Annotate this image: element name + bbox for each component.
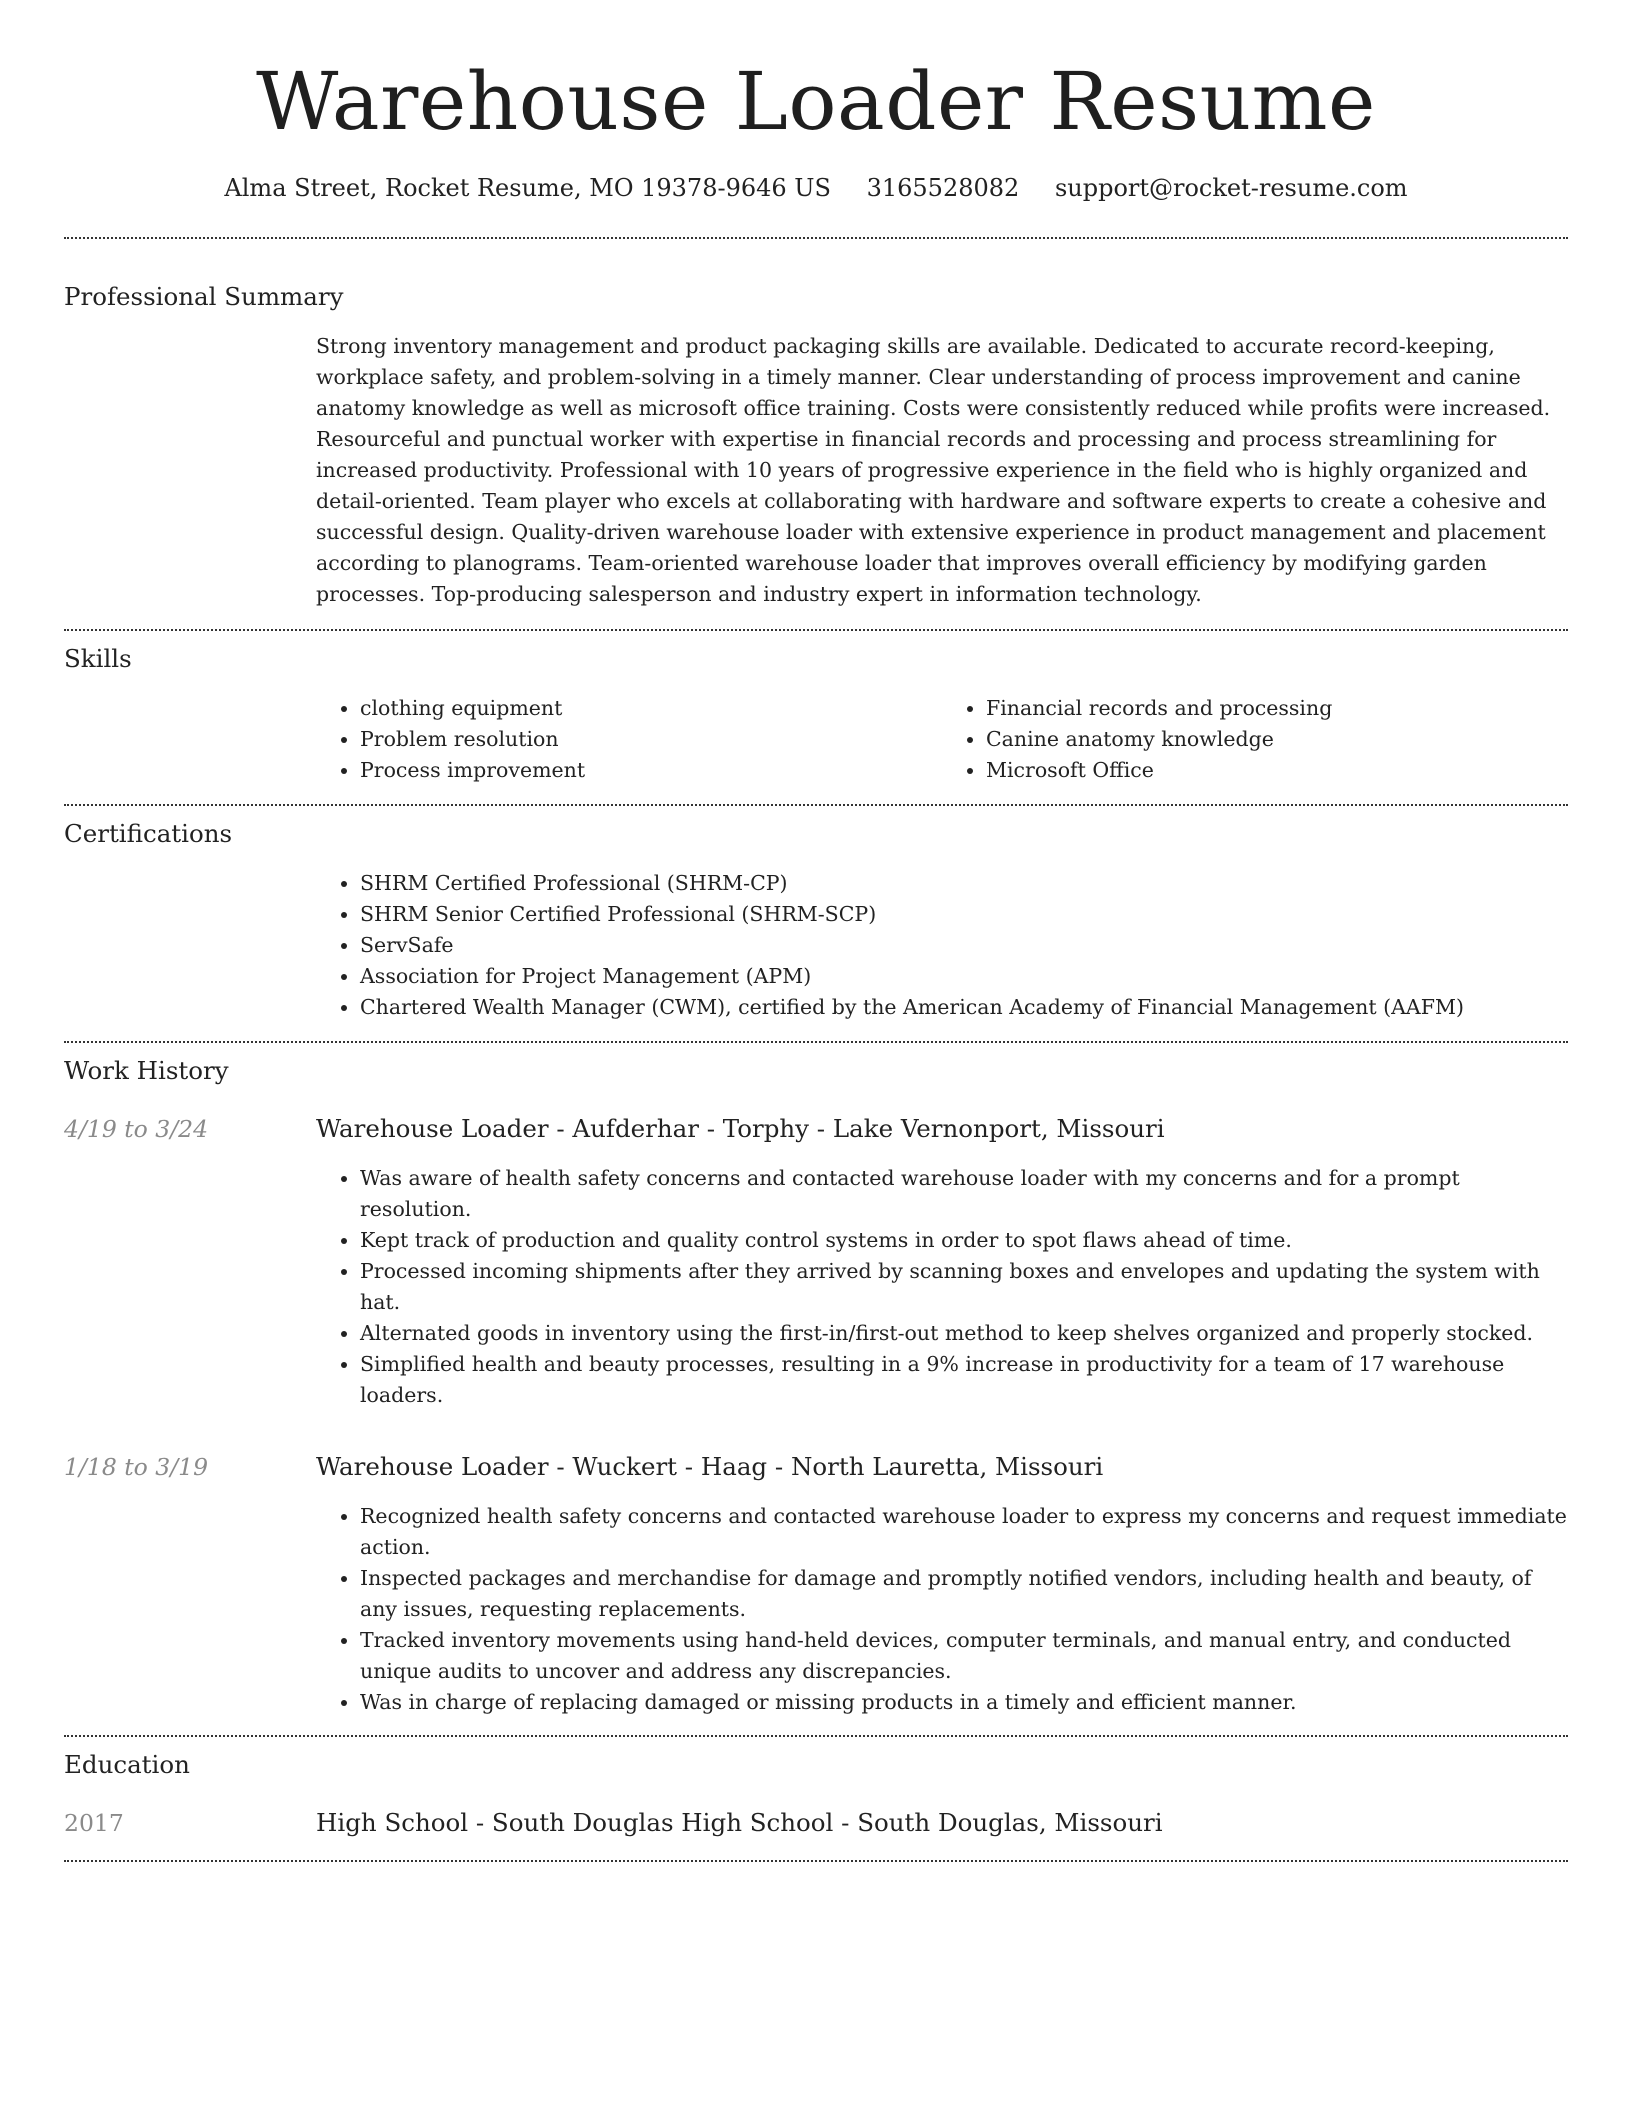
section-heading-work: Work History: [64, 1056, 229, 1085]
work-section: [64, 1043, 1568, 1718]
section-heading-summary: Professional Summary: [64, 282, 344, 311]
list-item: • Alternated goods in inventory using the first-in/first-out method to keep shelves organized and properly stocked.: [360, 1318, 1568, 1349]
job-dates: 4/19 to 3/24: [64, 1115, 209, 1143]
certifications-section: [64, 806, 1568, 1023]
education-year: 2017: [64, 1809, 124, 1837]
list-item: • ServSafe: [360, 930, 1568, 961]
job-header: [64, 1451, 1568, 1483]
list-item: • Recognized health safety concerns and contacted warehouse loader to express my concerns and request immediate action.: [360, 1501, 1568, 1563]
contact-phone: 3165528082: [866, 174, 1020, 202]
list-item: • Was aware of health safety concerns and contacted warehouse loader with my concerns and for a prompt resolution.: [360, 1163, 1568, 1225]
job-header: [64, 1113, 1568, 1145]
list-item: • Was in charge of replacing damaged or missing products in a timely and efficient manner.: [360, 1687, 1568, 1718]
page-title: Warehouse Loader Resume: [256, 55, 1376, 148]
list-item: • Simplified health and beauty processes, resulting in a 9% increase in productivity for a team of 17 warehouse loaders.: [360, 1349, 1568, 1411]
section-heading-skills: Skills: [64, 644, 132, 673]
certifications-body: [316, 868, 1568, 1023]
skills-list-right: [942, 693, 1568, 786]
list-item: • Chartered Wealth Manager (CWM), certified by the American Academy of Financial Management (AAFM): [360, 992, 1568, 1023]
skills-grid: [316, 693, 1568, 786]
education-entry: [64, 1807, 1568, 1839]
contact-email: support@rocket-resume.com: [1054, 174, 1408, 202]
skills-list-left: [316, 693, 942, 786]
job-title: Warehouse Loader - Aufderhar - Torphy - Lake Vernonport, Missouri: [316, 1114, 1165, 1143]
section-heading-education: Education: [64, 1750, 190, 1779]
skills-section: [64, 631, 1568, 786]
divider: [64, 1860, 1568, 1862]
summary-section: [64, 239, 1568, 610]
list-item: • Association for Project Management (APM): [360, 961, 1568, 992]
certifications-list: [316, 868, 1568, 1023]
job-entry: [64, 1113, 1568, 1411]
list-item: • Processed incoming shipments after they arrived by scanning boxes and envelopes and updating the system with hat.: [360, 1256, 1568, 1318]
summary-text: Strong inventory management and product packaging skills are available. Dedicated to accurate record-keeping, workplace safety, and problem-solving in a timely manner. Clear understanding of process improvement and canine anatomy knowledge as well as microsoft office training. Costs were consistently reduced while profits were increased. Resourceful and punctual worker with expertise in financial records and processing and process streamlining for increased productivity. Professional with 10 years of progressive experience in the field who is highly organized and detail-oriented. Team player who excels at collaborating with hardware and software experts to create a cohesive and successful design. Quality-driven warehouse loader with extensive experience in product management and placement according to planograms. Team-oriented warehouse loader that improves overall efficiency by modifying garden processes. Top-producing salesperson and industry expert in information technology.: [316, 334, 1551, 606]
job-entry: [64, 1451, 1568, 1718]
list-item: • Canine anatomy knowledge: [986, 724, 1568, 755]
section-heading-certifications: Certifications: [64, 819, 233, 848]
list-item: • Microsoft Office: [986, 755, 1568, 786]
education-section: [64, 1737, 1568, 1839]
job-bullet-list: [316, 1501, 1568, 1718]
job-dates: 1/18 to 3/19: [64, 1453, 209, 1481]
job-bullets: [316, 1163, 1568, 1411]
list-item: • Process improvement: [360, 755, 942, 786]
list-item: • clothing equipment: [360, 693, 942, 724]
list-item: • Financial records and processing: [986, 693, 1568, 724]
list-item: • SHRM Senior Certified Professional (SHRM-SCP): [360, 899, 1568, 930]
job-bullet-list: [316, 1163, 1568, 1411]
list-item: • Kept track of production and quality control systems in order to spot flaws ahead of time.: [360, 1225, 1568, 1256]
education-title: High School - South Douglas High School - South Douglas, Missouri: [316, 1808, 1163, 1837]
list-item: • Problem resolution: [360, 724, 942, 755]
contact-line: [64, 172, 1568, 204]
contact-address: Alma Street, Rocket Resume, MO 19378-9646 US: [224, 174, 831, 202]
job-title: Warehouse Loader - Wuckert - Haag - North Lauretta, Missouri: [316, 1452, 1104, 1481]
list-item: • SHRM Certified Professional (SHRM-CP): [360, 868, 1568, 899]
job-bullets: [316, 1501, 1568, 1718]
list-item: • Tracked inventory movements using hand-held devices, computer terminals, and manual entry, and conducted unique audits to uncover and address any discrepancies.: [360, 1625, 1568, 1687]
list-item: • Inspected packages and merchandise for damage and promptly notified vendors, including health and beauty, of any issues, requesting replacements.: [360, 1563, 1568, 1625]
summary-body: [316, 331, 1568, 610]
